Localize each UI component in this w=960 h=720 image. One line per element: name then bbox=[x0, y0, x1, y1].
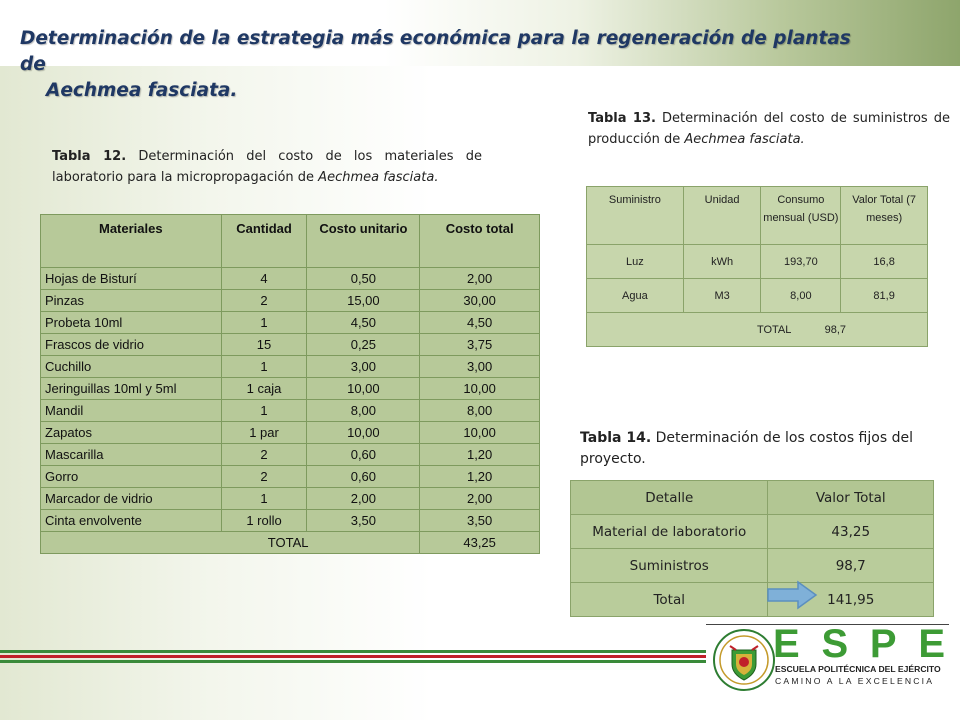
material-total-cost: 3,00 bbox=[420, 356, 540, 378]
material-name: Probeta 10ml bbox=[41, 312, 222, 334]
table12-caption-species: Aechmea fasciata. bbox=[318, 170, 439, 185]
material-quantity: 1 caja bbox=[221, 378, 307, 400]
table-row bbox=[41, 312, 540, 334]
fixed-costs-table-body bbox=[571, 515, 934, 617]
material-total-cost: 30,00 bbox=[420, 290, 540, 312]
supply-total-value: 16,8 bbox=[841, 245, 928, 279]
header-costo-total: Costo total bbox=[420, 215, 540, 268]
table12-caption-label: Tabla 12. bbox=[52, 149, 127, 164]
material-unit-cost: 10,00 bbox=[307, 422, 420, 444]
fixed-cost-value: 141,95 bbox=[768, 583, 934, 617]
material-total-cost: 4,50 bbox=[420, 312, 540, 334]
table-row bbox=[41, 356, 540, 378]
material-quantity: 4 bbox=[221, 268, 307, 290]
material-quantity: 2 bbox=[221, 466, 307, 488]
material-total-cost: 1,20 bbox=[420, 444, 540, 466]
table-row bbox=[41, 400, 540, 422]
material-name: Mandil bbox=[41, 400, 222, 422]
fixed-cost-value: 43,25 bbox=[768, 515, 934, 549]
table14-caption bbox=[580, 428, 930, 470]
espe-letter-s: S bbox=[821, 621, 849, 666]
espe-seal-icon bbox=[712, 628, 776, 692]
table13-caption-label: Tabla 13. bbox=[588, 111, 656, 126]
material-name: Jeringuillas 10ml y 5ml bbox=[41, 378, 222, 400]
table-row bbox=[41, 510, 540, 532]
material-quantity: 2 bbox=[221, 444, 307, 466]
table-row bbox=[41, 334, 540, 356]
header-unidad: Unidad bbox=[683, 187, 761, 245]
supply-name: Luz bbox=[587, 245, 684, 279]
supplies-table bbox=[586, 186, 928, 347]
table-row bbox=[41, 488, 540, 510]
supply-unit: M3 bbox=[683, 279, 761, 313]
materials-table-body bbox=[41, 268, 540, 532]
material-unit-cost: 0,50 bbox=[307, 268, 420, 290]
materials-total-value: 43,25 bbox=[420, 532, 540, 554]
table13-caption-text: Determinación del costo de suministros de producción de bbox=[588, 111, 950, 147]
table13-caption bbox=[588, 108, 950, 150]
material-quantity: 1 bbox=[221, 312, 307, 334]
supplies-total-label: TOTAL bbox=[756, 323, 791, 336]
bottom-rule-red bbox=[0, 655, 706, 658]
espe-institution-name: ESCUELA POLITÉCNICA DEL EJÉRCITO bbox=[775, 664, 941, 674]
table-row bbox=[41, 466, 540, 488]
espe-motto: CAMINO A LA EXCELENCIA bbox=[775, 676, 935, 686]
material-unit-cost: 15,00 bbox=[307, 290, 420, 312]
material-name: Pinzas bbox=[41, 290, 222, 312]
material-unit-cost: 4,50 bbox=[307, 312, 420, 334]
supplies-total-cell bbox=[587, 313, 928, 347]
bottom-rule-green-top bbox=[0, 650, 706, 653]
header-valor-total: Valor Total (7 meses) bbox=[841, 187, 928, 245]
material-total-cost: 10,00 bbox=[420, 422, 540, 444]
materials-header-row bbox=[41, 215, 540, 268]
fixed-costs-table bbox=[570, 480, 934, 617]
table-row bbox=[41, 444, 540, 466]
material-quantity: 15 bbox=[221, 334, 307, 356]
table-row bbox=[587, 279, 928, 313]
supply-name: Agua bbox=[587, 279, 684, 313]
material-unit-cost: 3,00 bbox=[307, 356, 420, 378]
fixed-cost-detail: Total bbox=[571, 583, 768, 617]
material-quantity: 2 bbox=[221, 290, 307, 312]
material-unit-cost: 0,60 bbox=[307, 466, 420, 488]
supply-total-value: 81,9 bbox=[841, 279, 928, 313]
material-unit-cost: 0,60 bbox=[307, 444, 420, 466]
material-quantity: 1 bbox=[221, 356, 307, 378]
material-total-cost: 10,00 bbox=[420, 378, 540, 400]
title-line-2: Aechmea fasciata. bbox=[46, 80, 238, 101]
supplies-table-body bbox=[587, 245, 928, 313]
material-name: Zapatos bbox=[41, 422, 222, 444]
material-total-cost: 2,00 bbox=[420, 268, 540, 290]
table12-caption-text: Determinación del costo de los materiales de laboratorio para la micropropagación de bbox=[52, 149, 482, 185]
title-line-1: Determinación de la estrategia más económica para la regeneración de plantas de bbox=[20, 28, 851, 75]
material-name: Frascos de vidrio bbox=[41, 334, 222, 356]
header-cantidad: Cantidad bbox=[221, 215, 307, 268]
material-name: Gorro bbox=[41, 466, 222, 488]
supplies-total-row bbox=[587, 313, 928, 347]
table-row bbox=[571, 515, 934, 549]
material-quantity: 1 par bbox=[221, 422, 307, 444]
materials-total-row bbox=[41, 532, 540, 554]
supplies-total-value: 98,7 bbox=[824, 323, 847, 336]
materials-total-label: TOTAL bbox=[41, 532, 420, 554]
table-row bbox=[587, 245, 928, 279]
header-consumo-mensual: Consumo mensual (USD) bbox=[761, 187, 841, 245]
material-name: Hojas de Bisturí bbox=[41, 268, 222, 290]
fixed-costs-header-row bbox=[571, 481, 934, 515]
espe-wordmark bbox=[773, 621, 945, 666]
fixed-cost-value: 98,7 bbox=[768, 549, 934, 583]
material-unit-cost: 10,00 bbox=[307, 378, 420, 400]
table12-caption bbox=[52, 146, 482, 188]
espe-letter-e1: E bbox=[773, 621, 800, 666]
fixed-cost-detail: Suministros bbox=[571, 549, 768, 583]
table-row bbox=[41, 290, 540, 312]
material-unit-cost: 2,00 bbox=[307, 488, 420, 510]
header-materiales: Materiales bbox=[41, 215, 222, 268]
material-name: Cinta envolvente bbox=[41, 510, 222, 532]
table-row bbox=[571, 583, 934, 617]
table-row bbox=[571, 549, 934, 583]
table13-caption-species: Aechmea fasciata. bbox=[684, 132, 805, 147]
table14-caption-text: Determinación de los costos fijos del proyecto. bbox=[580, 430, 913, 467]
right-arrow-icon bbox=[766, 580, 818, 610]
table-row bbox=[41, 378, 540, 400]
supply-monthly-cost: 193,70 bbox=[761, 245, 841, 279]
espe-letter-p: P bbox=[869, 621, 897, 666]
material-quantity: 1 bbox=[221, 400, 307, 422]
header-detalle: Detalle bbox=[571, 481, 768, 515]
material-total-cost: 2,00 bbox=[420, 488, 540, 510]
material-name: Cuchillo bbox=[41, 356, 222, 378]
material-total-cost: 3,50 bbox=[420, 510, 540, 532]
material-total-cost: 3,75 bbox=[420, 334, 540, 356]
espe-letter-e2: E bbox=[918, 621, 945, 666]
slide-title bbox=[20, 26, 880, 104]
material-total-cost: 1,20 bbox=[420, 466, 540, 488]
table14-caption-label: Tabla 14. bbox=[580, 430, 652, 446]
table-row bbox=[41, 268, 540, 290]
supply-unit: kWh bbox=[683, 245, 761, 279]
material-name: Marcador de vidrio bbox=[41, 488, 222, 510]
material-quantity: 1 rollo bbox=[221, 510, 307, 532]
header-costo-unitario: Costo unitario bbox=[307, 215, 420, 268]
supplies-header-row bbox=[587, 187, 928, 245]
fixed-cost-detail: Material de laboratorio bbox=[571, 515, 768, 549]
material-total-cost: 8,00 bbox=[420, 400, 540, 422]
table-row bbox=[41, 422, 540, 444]
supply-monthly-cost: 8,00 bbox=[761, 279, 841, 313]
material-unit-cost: 0,25 bbox=[307, 334, 420, 356]
materials-table bbox=[40, 214, 540, 554]
material-unit-cost: 3,50 bbox=[307, 510, 420, 532]
material-unit-cost: 8,00 bbox=[307, 400, 420, 422]
bottom-rule-green-bottom bbox=[0, 660, 706, 663]
material-quantity: 1 bbox=[221, 488, 307, 510]
header-valor-total: Valor Total bbox=[768, 481, 934, 515]
material-name: Mascarilla bbox=[41, 444, 222, 466]
header-suministro: Suministro bbox=[587, 187, 684, 245]
